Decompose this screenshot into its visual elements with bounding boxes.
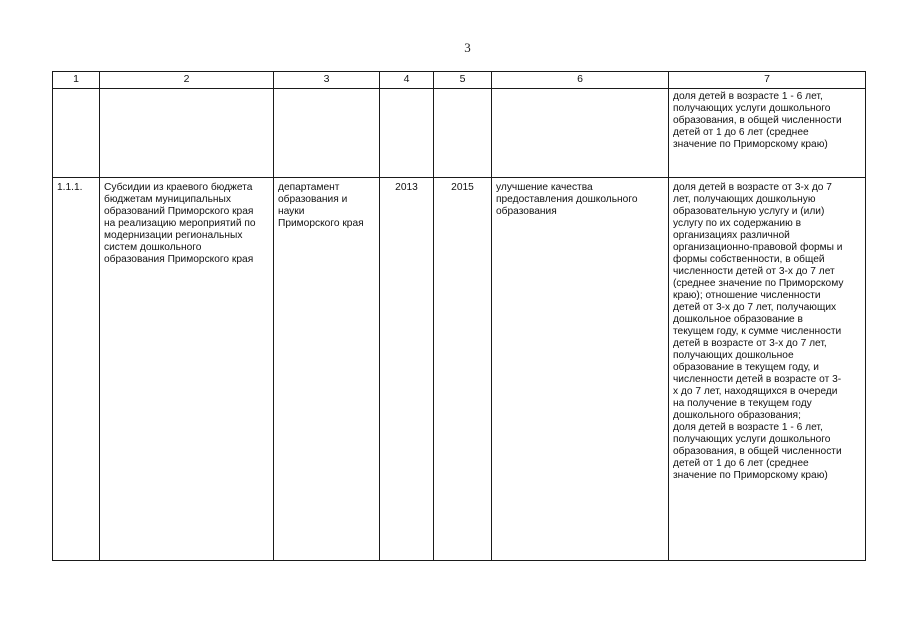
program-table bbox=[52, 71, 866, 561]
column-header: 7 bbox=[669, 72, 866, 89]
table-cell bbox=[274, 89, 380, 178]
item-number-cell: 1.1.1. bbox=[53, 178, 100, 561]
column-header: 3 bbox=[274, 72, 380, 89]
column-header: 4 bbox=[380, 72, 434, 89]
table-row bbox=[53, 89, 866, 178]
column-header: 5 bbox=[434, 72, 492, 89]
expected-result-cell: улучшение качества предоставления дошкольного образования bbox=[492, 178, 669, 561]
table-cell bbox=[492, 89, 669, 178]
end-year-cell: 2015 bbox=[434, 178, 492, 561]
table-cell bbox=[53, 89, 100, 178]
column-header: 1 bbox=[53, 72, 100, 89]
start-year-cell: 2013 bbox=[380, 178, 434, 561]
table-cell bbox=[380, 89, 434, 178]
table-cell bbox=[100, 89, 274, 178]
table-row bbox=[53, 178, 866, 561]
indicator-cell: доля детей в возрасте от 3-х до 7 лет, получающих дошкольную образовательную услугу и (или) услугу по их содержанию в организациях различной организационно-правовой формы и формы собственности, в общей численности детей от 3-х до 7 лет (среднее значение по Приморскому краю); отношение численности детей от 3-х до 7 лет, получающих дошкольное образование в текущем году, к сумме численности детей в возрасте от 3-х до 7 лет, получающих дошкольное образование в текущем году, и численности детей в возрасте от 3- х до 7 лет, находящихся в очереди на получение в текущем году дошкольного образования; доля детей в возрасте 1 - 6 лет, получающих услуги дошкольного образования, в общей численности детей от 1 до 6 лет (среднее значение по Приморскому краю) bbox=[669, 178, 866, 561]
table-cell bbox=[434, 89, 492, 178]
executor-cell: департамент образования и науки Приморского края bbox=[274, 178, 380, 561]
measure-name-cell: Субсидии из краевого бюджета бюджетам муниципальных образований Приморского края на реализацию мероприятий по модернизации региональных систем дошкольного образования Приморского края bbox=[100, 178, 274, 561]
indicator-cell: доля детей в возрасте 1 - 6 лет, получающих услуги дошкольного образования, в общей численности детей от 1 до 6 лет (среднее значение по Приморскому краю) bbox=[669, 89, 866, 178]
column-header: 2 bbox=[100, 72, 274, 89]
table-header-row bbox=[53, 72, 866, 89]
column-header: 6 bbox=[492, 72, 669, 89]
page-number: 3 bbox=[464, 40, 471, 55]
